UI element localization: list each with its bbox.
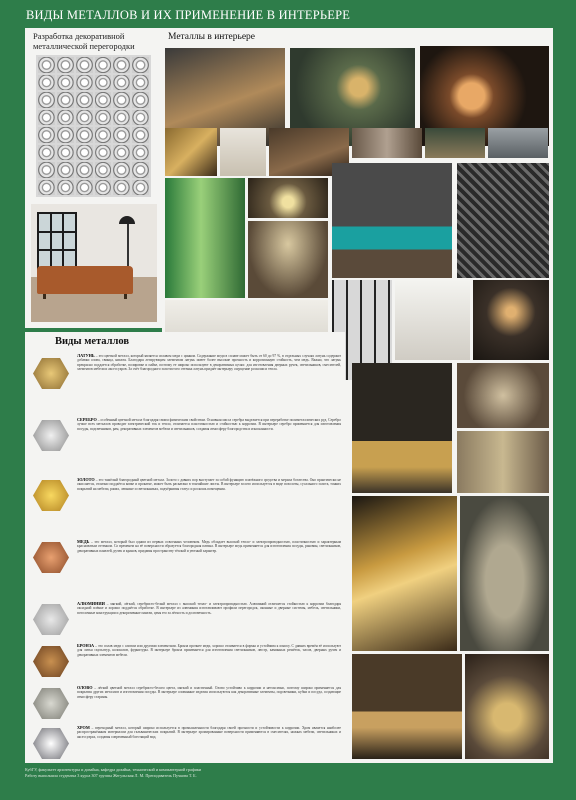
lattice-cell: [113, 110, 130, 126]
bronze-description: БРОНЗА – это сплав меди с оловом или другими элементами. Бронза прочнее меди, хорошо отливается в формы и устойчива к износу. С давних времён её используют для литья скульптур, колоколов, фурнитуры. В интерьере бронза применяется для изготовления светильников, люстр, каминных решёток, часов, дверных ручек и декоративных элементов мебели.: [77, 644, 341, 657]
photo-metal-stair: [457, 163, 549, 278]
silver-sample: [33, 420, 69, 451]
lattice-cell: [38, 110, 55, 126]
aluminium-description: АЛЮМИНИЙ – мягкий, лёгкий, серебристо-белый металл с высокой тепло- и электропроводностью. Алюминий отличается стойкостью к коррозии благодаря оксидной плёнке и хорошо поддаётся обработке. В интерьере из алюминия изготавливают профили перегородок, оконные и дверные системы, мебель, светильники, потолочные конструкции и декоративные панели, ценя его за лёгкость и долговечность.: [77, 602, 341, 615]
photo-green-corridor: [165, 178, 245, 298]
photo-shelving: [352, 128, 422, 158]
photo-golden-wall: [352, 496, 457, 651]
gold-description: ЗОЛОТО – это тяжёлый благородный цветной металл. Золото с давних пор выступает за собой функцию платёжного средства и мерила богатства. Оно практически не окисляется, отлично поддаётся ковке и прокатке, может быть раскатано в тончайшие листы. В интерьере золото используется в виде позолоты, сусального золота, тонких покрытий на мебели, рамах, лепнине и светильниках, подчёркивая статус и роскошь помещения.: [77, 478, 341, 491]
photo-wall-panels: [457, 431, 549, 493]
photo-ceiling-lights: [248, 178, 328, 218]
lamp-head: [119, 216, 135, 224]
lattice-cell: [113, 162, 130, 178]
lattice-cell: [113, 75, 130, 91]
lattice-cell: [113, 92, 130, 108]
lattice-cell: [76, 127, 93, 143]
lattice-cell: [113, 180, 130, 196]
photo-white-bedroom: [220, 128, 266, 176]
lattice-cell: [132, 57, 149, 73]
lattice-cell: [132, 110, 149, 126]
copper-sample: [33, 542, 69, 573]
lattice-cell: [76, 75, 93, 91]
gold-sample: [33, 480, 69, 511]
lattice-cell: [132, 180, 149, 196]
aluminium-sample: [33, 604, 69, 635]
lattice-cell: [95, 127, 112, 143]
photo-elephant-decor: [465, 654, 549, 759]
photo-gold-staircase: [165, 128, 217, 176]
lattice-cell: [38, 57, 55, 73]
lattice-cell: [57, 110, 74, 126]
lattice-cell: [57, 180, 74, 196]
lattice-cell: [132, 75, 149, 91]
photo-sideboard: [352, 654, 462, 759]
photo-gold-coffee-table: [352, 363, 452, 493]
lattice-cell: [57, 75, 74, 91]
footer-credits: [25, 767, 425, 778]
lattice-cell: [57, 162, 74, 178]
chrome-sample: [33, 728, 69, 759]
lattice-cell: [38, 162, 55, 178]
lattice-cell: [113, 145, 130, 161]
photo-teal-chairs: [332, 163, 452, 278]
partition-lattice: [36, 55, 151, 197]
lattice-cell: [57, 57, 74, 73]
partition-title: Разработка декоративной металлической перегородки: [33, 31, 135, 51]
poster-title: ВИДЫ МЕТАЛЛОВ И ИХ ПРИМЕНЕНИЕ В ИНТЕРЬЕРЕ: [26, 8, 351, 22]
photo-pendant-bulbs: [473, 280, 549, 360]
lattice-cell: [132, 127, 149, 143]
lattice-cell: [38, 92, 55, 108]
lattice-cell: [95, 145, 112, 161]
photo-bathroom: [488, 128, 548, 158]
brass-sample: [33, 358, 69, 389]
lattice-cell: [57, 127, 74, 143]
lattice-cell: [38, 127, 55, 143]
lattice-cell: [57, 145, 74, 161]
footer-author: Работу выполнила студентка 3 курса 307 группы Жегульская Л. М. Преподаватель Пучкова Т. Б.: [25, 772, 197, 778]
lattice-cell: [76, 57, 93, 73]
photo-hanging-chair: [460, 496, 549, 651]
lattice-cell: [95, 92, 112, 108]
metals-panel: [25, 332, 345, 763]
lattice-cell: [95, 162, 112, 178]
bronze-sample: [33, 646, 69, 677]
lattice-cell: [38, 75, 55, 91]
footer-university: КубГУ, факультет архитектуры и дизайна, кафедра дизайна, технической и компьютерной графики: [25, 767, 202, 772]
partition-panel: [25, 28, 162, 328]
lattice-cell: [132, 92, 149, 108]
photo-sculpture: [457, 363, 549, 428]
lattice-cell: [76, 110, 93, 126]
metals-title: Виды металлов: [55, 336, 130, 347]
lattice-cell: [38, 145, 55, 161]
lattice-cell: [132, 162, 149, 178]
lattice-cell: [76, 145, 93, 161]
photo-vault-ceiling: [248, 221, 328, 298]
lattice-cell: [95, 110, 112, 126]
brass-description: ЛАТУНЬ – это цветной металл, который является сплавом меди с цинком. Содержание меди в сплаве может быть от 60 до 97 %, в отдельных случаях латунь содержит добавки олова, свинца, никеля. Благодаря легирующим элементам латунь имеет более высокие прочность и коррозионную стойкость, чем медь. Важно, что латунь прекрасно поддается обработке, полировке и пайке, поэтому ее широко используют в декоративных целях: для изготовления дверных ручек, светильников, смесителей, элементов мебели и аксессуаров. За счёт благородного золотистого оттенка латунь придаёт интерьеру ощущение роскоши и тепла.: [77, 354, 341, 371]
lattice-cell: [76, 180, 93, 196]
lattice-cell: [95, 57, 112, 73]
lattice-cell: [132, 145, 149, 161]
partition-room-render: [31, 204, 157, 322]
lattice-cell: [76, 92, 93, 108]
sofa-legs: [43, 294, 127, 299]
lattice-cell: [95, 75, 112, 91]
silver-description: СЕРЕБРО – особенный цветной металл благодаря своим физическим свойствам. Основная масса серебра выделяется при переработке полиметаллических руд. Серебро лучше всех металлов проводит электрический ток и тепло, отличается пластичностью и стойкостью к коррозии. В интерьере серебро применяется для изготовления посуды, подсвечников, рам, декоративных элементов мебели и светильников, создавая атмосферу благородства и изысканности.: [77, 418, 341, 431]
lattice-cell: [113, 127, 130, 143]
tin-description: ОЛОВО – лёгкий цветной металл серебристо-белого цвета, мягкий и пластичный. Олово устойчиво к коррозии и нетоксично, поэтому широко применяется для покрытия других металлов и изготовления посуды. В интерьере оловянные изделия используются как декоративные элементы, подсвечники, кубки и посуда, создающие атмосферу старины.: [77, 686, 341, 699]
chrome-description: ХРОМ – переходный металл, который широко используется в промышленности благодаря своей прочности и устойчивости к коррозии. Хром является наиболее распространённым материалом для гальванических покрытий. В интерьере хромированные поверхности применяются в смесителях, ножках мебели, светильниках и аксессуарах, создавая современный блестящий вид.: [77, 726, 341, 739]
metal-window-frame: [37, 212, 77, 270]
photo-bright-kitchen: [395, 280, 470, 360]
photo-lounge: [425, 128, 485, 158]
lattice-cell: [57, 92, 74, 108]
tin-sample: [33, 688, 69, 719]
interior-title: Металлы в интерьере: [168, 32, 256, 42]
lattice-cell: [95, 180, 112, 196]
leather-sofa: [37, 266, 133, 294]
lattice-cell: [113, 57, 130, 73]
copper-description: МЕДЬ – это металл, который был одним из первых освоенных человеком. Медь обладает высокой тепло- и электропроводностью, пластичностью и характерным красноватым оттенком. Со временем на её поверхности образуется благородная патина. В интерьере медь применяется для изготовления посуды, раковин, светильников, декоративных панелей, ручек и кранов, придавая пространству тёплый и уютный характер.: [77, 540, 341, 553]
lattice-cell: [38, 180, 55, 196]
lattice-cell: [76, 162, 93, 178]
